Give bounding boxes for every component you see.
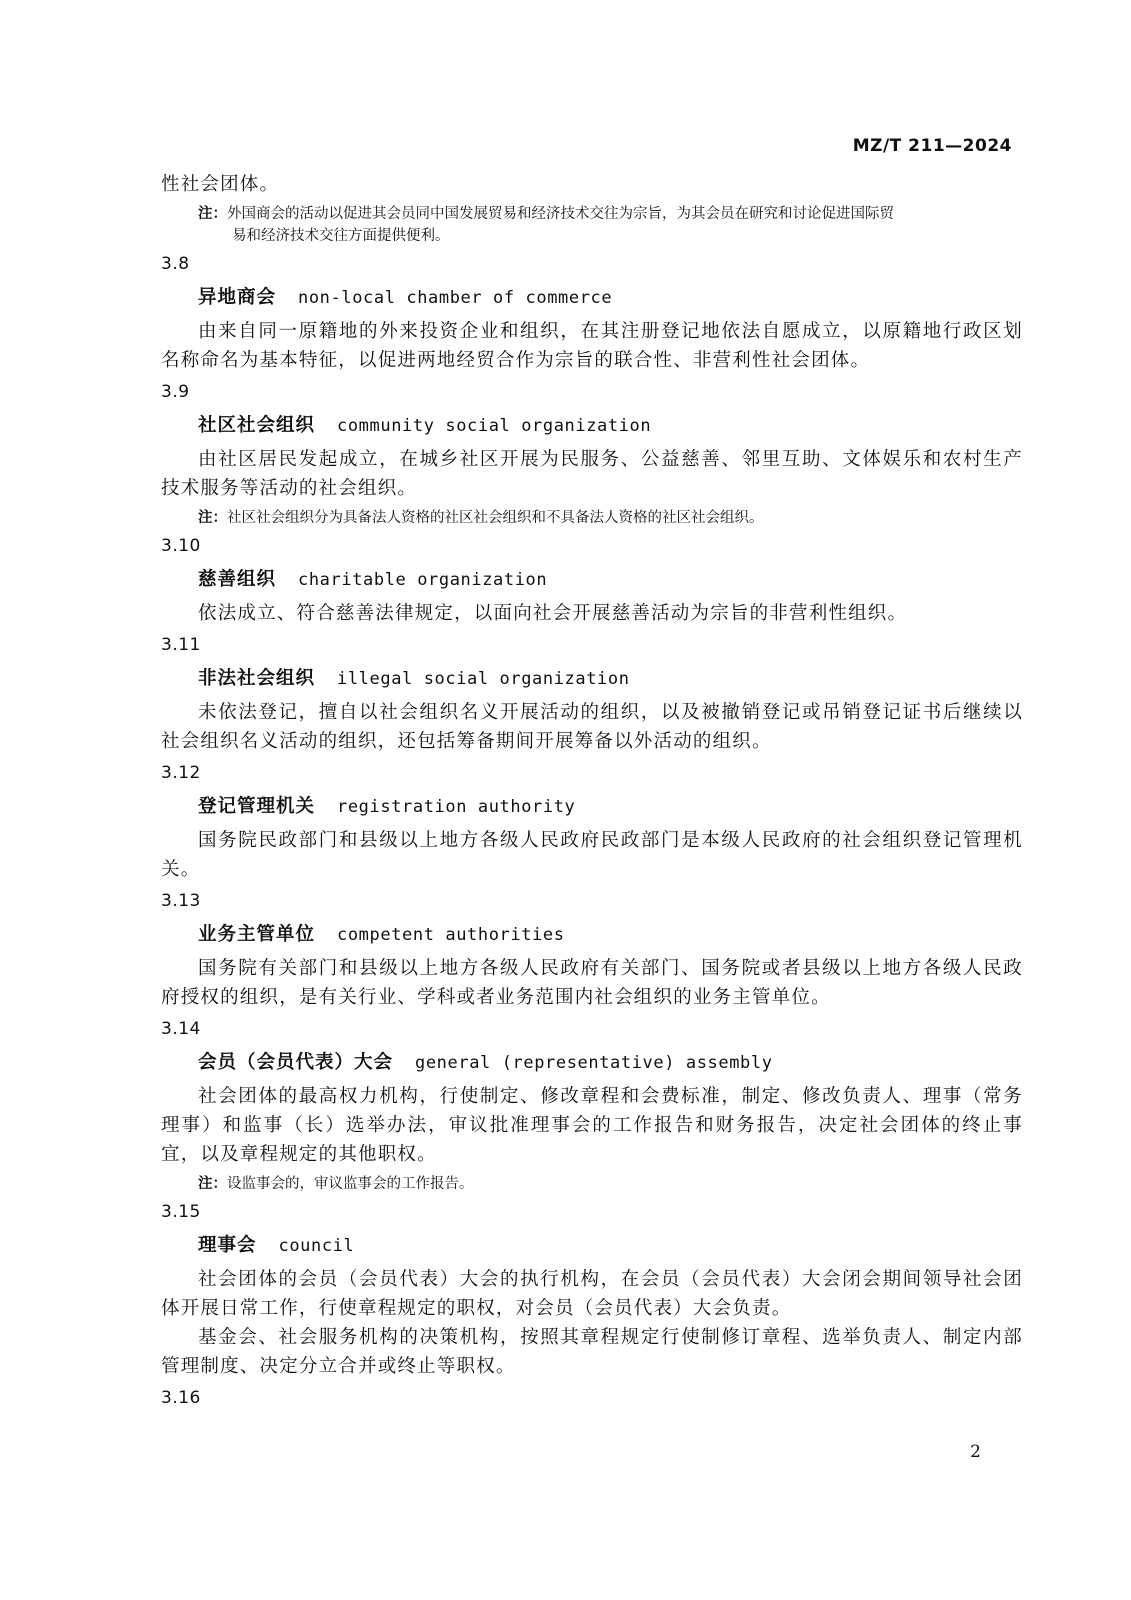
- entry-number: 3.14: [161, 1019, 201, 1039]
- term-heading: [161, 1231, 1023, 1261]
- term-heading: [161, 792, 1023, 822]
- entry-number: 3.8: [161, 254, 190, 274]
- entry-note: [161, 507, 1023, 529]
- term-zh: 慈善组织: [198, 569, 277, 590]
- term-en: charitable organization: [298, 570, 548, 590]
- definition: 国务院民政部门和县级以上地方各级人民政府民政部门是本级人民政府的社会组织登记管理机关。: [161, 830, 1023, 880]
- note-label: 注：: [198, 1176, 227, 1192]
- term-zh: 异地商会: [198, 287, 277, 308]
- term-en: council: [278, 1236, 355, 1256]
- entry-number: 3.15: [161, 1202, 201, 1222]
- lead-note: [161, 203, 1023, 247]
- entry-number: 3.12: [161, 763, 201, 783]
- term-en: general (representative) assembly: [415, 1053, 773, 1073]
- term-heading: [161, 565, 1023, 595]
- term-en: registration authority: [337, 797, 576, 817]
- term-zh: 非法社会组织: [198, 668, 316, 689]
- term-heading: [161, 283, 1023, 313]
- entry-note: [161, 1173, 1023, 1195]
- note-label: 注：: [198, 206, 227, 222]
- standard-number: MZ/T 211—2024: [852, 136, 1012, 156]
- term-zh: 社区社会组织: [198, 415, 316, 436]
- definition: 社会团体的最高权力机构，行使制定、修改章程和会费标准，制定、修改负责人、理事（常务理事）和监事（长）选举办法，审议批准理事会的工作报告和财务报告，决定社会团体的终止事宜，以及章程规定的其他职权。: [161, 1086, 1023, 1165]
- definition: 由来自同一原籍地的外来投资企业和组织，在其注册登记地依法自愿成立，以原籍地行政区划名称命名为基本特征，以促进两地经贸合作为宗旨的联合性、非营利性社会团体。: [161, 321, 1023, 371]
- term-en: community social organization: [337, 416, 652, 436]
- definition: 社会团体的会员（会员代表）大会的执行机构，在会员（会员代表）大会闭会期间领导社会团体开展日常工作，行使章程规定的职权，对会员（会员代表）大会负责。: [161, 1269, 1023, 1319]
- lead-in-text: 性社会团体。: [161, 174, 280, 195]
- term-heading: [161, 411, 1023, 441]
- term-zh: 业务主管单位: [198, 924, 316, 945]
- term-zh: 会员（会员代表）大会: [198, 1052, 394, 1073]
- note-text: 设监事会的，审议监事会的工作报告。: [227, 1176, 474, 1192]
- note-text-line2: 易和经济技术交往方面提供便利。: [232, 228, 450, 244]
- definition-second-paragraph: 基金会、社会服务机构的决策机构，按照其章程规定行使制修订章程、选举负责人、制定内部管理制度、决定分立合并或终止等职权。: [161, 1327, 1023, 1377]
- page-content: [161, 170, 1023, 1417]
- term-zh: 理事会: [198, 1235, 257, 1256]
- note-text-line1: 外国商会的活动以促进其会员同中国发展贸易和经济技术交往为宗旨，为其会员在研究和讨论促进国际贸: [227, 206, 894, 222]
- term-zh: 登记管理机关: [198, 796, 316, 817]
- entry-number: 3.10: [161, 536, 201, 556]
- definition: 由社区居民发起成立，在城乡社区开展为民服务、公益慈善、邻里互助、文体娱乐和农村生产技术服务等活动的社会组织。: [161, 449, 1023, 499]
- note-label: 注：: [198, 510, 227, 526]
- page-number: 2: [970, 1442, 981, 1462]
- entry-number: 3.9: [161, 382, 190, 402]
- term-en: non-local chamber of commerce: [298, 288, 613, 308]
- entry-number: 3.16: [161, 1388, 201, 1408]
- term-heading: [161, 920, 1023, 950]
- definition: 未依法登记，擅自以社会组织名义开展活动的组织，以及被撤销登记或吊销登记证书后继续以社会组织名义活动的组织，还包括筹备期间开展筹备以外活动的组织。: [161, 702, 1023, 752]
- term-heading: [161, 664, 1023, 694]
- definition: 国务院有关部门和县级以上地方各级人民政府有关部门、国务院或者县级以上地方各级人民政府授权的组织，是有关行业、学科或者业务范围内社会组织的业务主管单位。: [161, 958, 1023, 1008]
- entry-number: 3.13: [161, 891, 201, 911]
- entry-number: 3.11: [161, 635, 201, 655]
- term-en: illegal social organization: [337, 669, 630, 689]
- note-text: 社区社会组织分为具备法人资格的社区社会组织和不具备法人资格的社区社会组织。: [227, 510, 764, 526]
- term-en: competent authorities: [337, 925, 565, 945]
- definition: 依法成立、符合慈善法律规定，以面向社会开展慈善活动为宗旨的非营利性组织。: [198, 603, 908, 624]
- term-heading: [161, 1048, 1023, 1078]
